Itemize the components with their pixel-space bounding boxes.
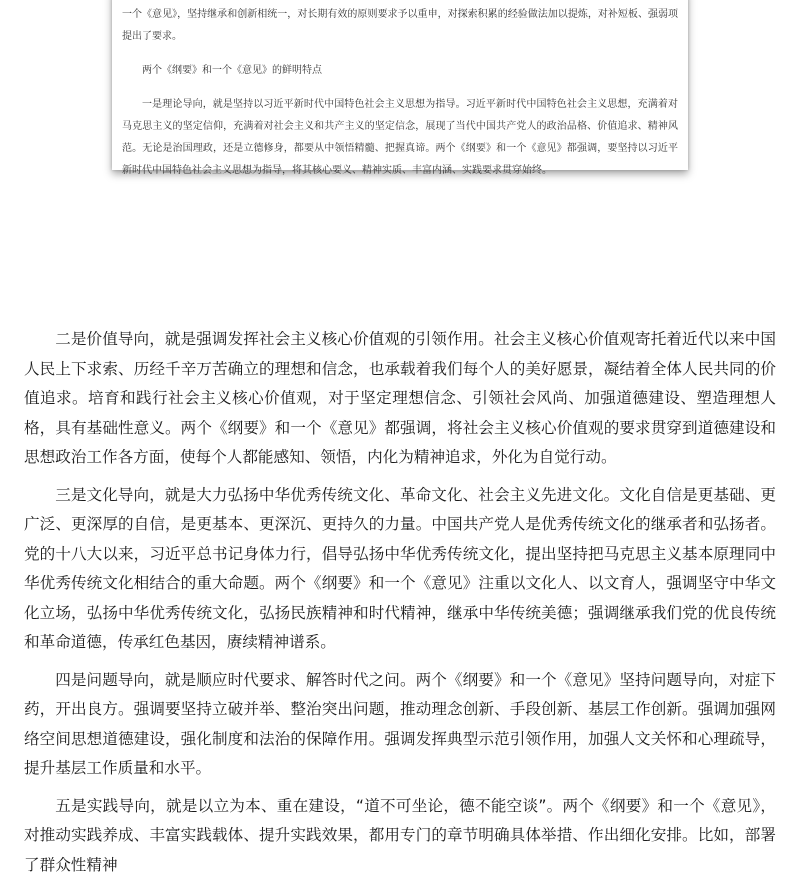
document-preview-card xyxy=(112,0,688,176)
card-paragraph: 一是理论导向，就是坚持以习近平新时代中国特色社会主义思想为指导。习近平新时代中国特色社会主义思想，充满着对马克思主义的坚定信仰，充满着对社会主义和共产主义的坚定信念，展现了当代中国共产党人的政治品格、价值追求、精神风范。无论是治国理政，还是立德修身，都要从中领悟精髓、把握真谛。两个《纲要》和一个《意见》都强调，要坚持以习近平新时代中国特色社会主义思想为指导，将其核心要义、精神实质、丰富内涵、实践要求贯穿始终。 xyxy=(122,99,678,176)
article-body xyxy=(24,325,776,888)
article-paragraph: 三是文化导向，就是大力弘扬中华优秀传统文化、革命文化、社会主义先进文化。文化自信是更基础、更广泛、更深厚的自信，是更基本、更深沉、更持久的力量。中国共产党人是优秀传统文化的继承者和弘扬者。党的十八大以来，习近平总书记身体力行，倡导弘扬中华优秀传统文化，提出坚持把马克思主义基本原理同中华优秀传统文化相结合的重大命题。两个《纲要》和一个《意见》注重以文化人、以文育人，强调坚守中华文化立场，弘扬中华优秀传统文化，弘扬民族精神和时代精神，继承中华传统美德；强调继承我们党的优良传统和革命道德，传承红色基因，赓续精神谱系。 xyxy=(24,485,776,651)
article-paragraph: 四是问题导向，就是顺应时代要求、解答时代之问。两个《纲要》和一个《意见》坚持问题导向，对症下药，开出良方。强调要坚持立破并举、整治突出问题，推动理念创新、手段创新、基层工作创新。强调加强网络空间思想道德建设，强化制度和法治的保障作用。强调发挥典型示范引领作用，加强人文关怀和心理疏导，提升基层工作质量和水平。 xyxy=(24,670,776,777)
card-section-heading: 两个《纲要》和一个《意见》的鲜明特点 xyxy=(142,65,322,76)
card-paragraph: 一个《意见》，坚持继承和创新相统一，对长期有效的原则要求予以重申，对探索积累的经验做法加以提炼，对补短板、强弱项提出了要求。 xyxy=(122,9,678,42)
article-paragraph: 二是价值导向，就是强调发挥社会主义核心价值观的引领作用。社会主义核心价值观寄托着近代以来中国人民上下求索、历经千辛万苦确立的理想和信念，也承载着我们每个人的美好愿景，凝结着全体人民共同的价值追求。培育和践行社会主义核心价值观，对于坚定理想信念、引领社会风尚、加强道德建设、塑造理想人格，具有基础性意义。两个《纲要》和一个《意见》都强调，将社会主义核心价值观的要求贯穿到道德建设和思想政治工作各方面，使每个人都能感知、领悟，内化为精神追求，外化为自觉行动。 xyxy=(24,330,776,466)
article-paragraph: 五是实践导向，就是以立为本、重在建设，“道不可坐论，德不能空谈”。两个《纲要》和一个《意见》，对推动实践养成、丰富实践载体、提升实践效果，都用专门的章节明确具体举措、作出细化安排。比如，部署了群众性精神 xyxy=(24,796,776,874)
